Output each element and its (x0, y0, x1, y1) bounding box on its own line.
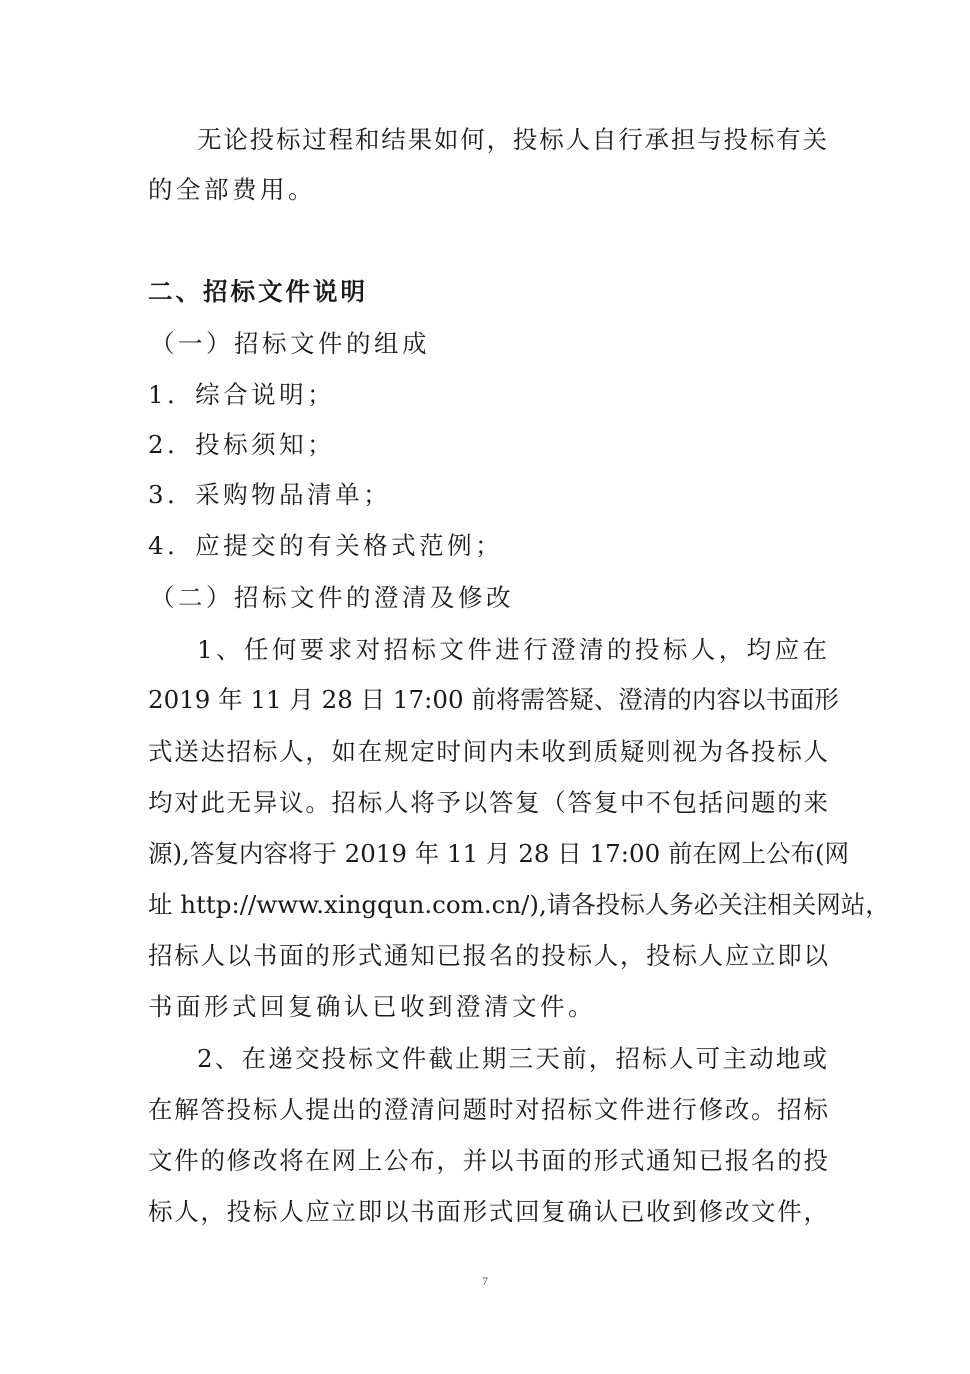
section-heading: 二、招标文件说明 (148, 277, 368, 306)
list-item: 3．采购物品清单； (148, 480, 392, 509)
paragraph-line: 的全部费用。 (148, 175, 316, 204)
paragraph-line: 文件的修改将在网上公布，并以书面的形式通知已报名的投 (148, 1146, 828, 1175)
list-item: 1．综合说明； (148, 380, 336, 409)
list-item: 2．投标须知； (148, 430, 336, 459)
paragraph-line: 2019 年 11 月 28 日 17:00 前将需答疑、澄清的内容以书面形 (148, 685, 839, 714)
list-item: 4．应提交的有关格式范例； (148, 531, 504, 560)
paragraph-line: 在解答投标人提出的澄清问题时对招标文件进行修改。招标 (148, 1095, 828, 1124)
page-number: 7 (482, 1274, 488, 1288)
paragraph-line: 书面形式回复确认已收到澄清文件。 (148, 992, 596, 1021)
paragraph-line: 1、任何要求对招标文件进行澄清的投标人，均应在 (197, 635, 827, 664)
paragraph-line: 标人，投标人应立即以书面形式回复确认已收到修改文件， (148, 1197, 828, 1226)
paragraph-line: 无论投标过程和结果如何，投标人自行承担与投标有关 (197, 125, 827, 154)
paragraph-line: 式送达招标人，如在规定时间内未收到质疑则视为各投标人 (148, 737, 828, 766)
paragraph-line: 招标人以书面的形式通知已报名的投标人，投标人应立即以 (148, 941, 828, 970)
paragraph-line: 源),答复内容将于 2019 年 11 月 28 日 17:00 前在网上公布(网 (148, 839, 850, 868)
paragraph-line: 均对此无异议。招标人将予以答复（答复中不包括问题的来 (148, 788, 828, 817)
subsection-heading: （一）招标文件的组成 (150, 329, 430, 358)
paragraph-line: 址 http://www.xingqun.com.cn/),请各投标人务必关注相关网站， (148, 890, 890, 919)
paragraph-line: 2、在递交投标文件截止期三天前，招标人可主动地或 (197, 1044, 827, 1073)
subsection-heading: （二）招标文件的澄清及修改 (150, 583, 514, 612)
